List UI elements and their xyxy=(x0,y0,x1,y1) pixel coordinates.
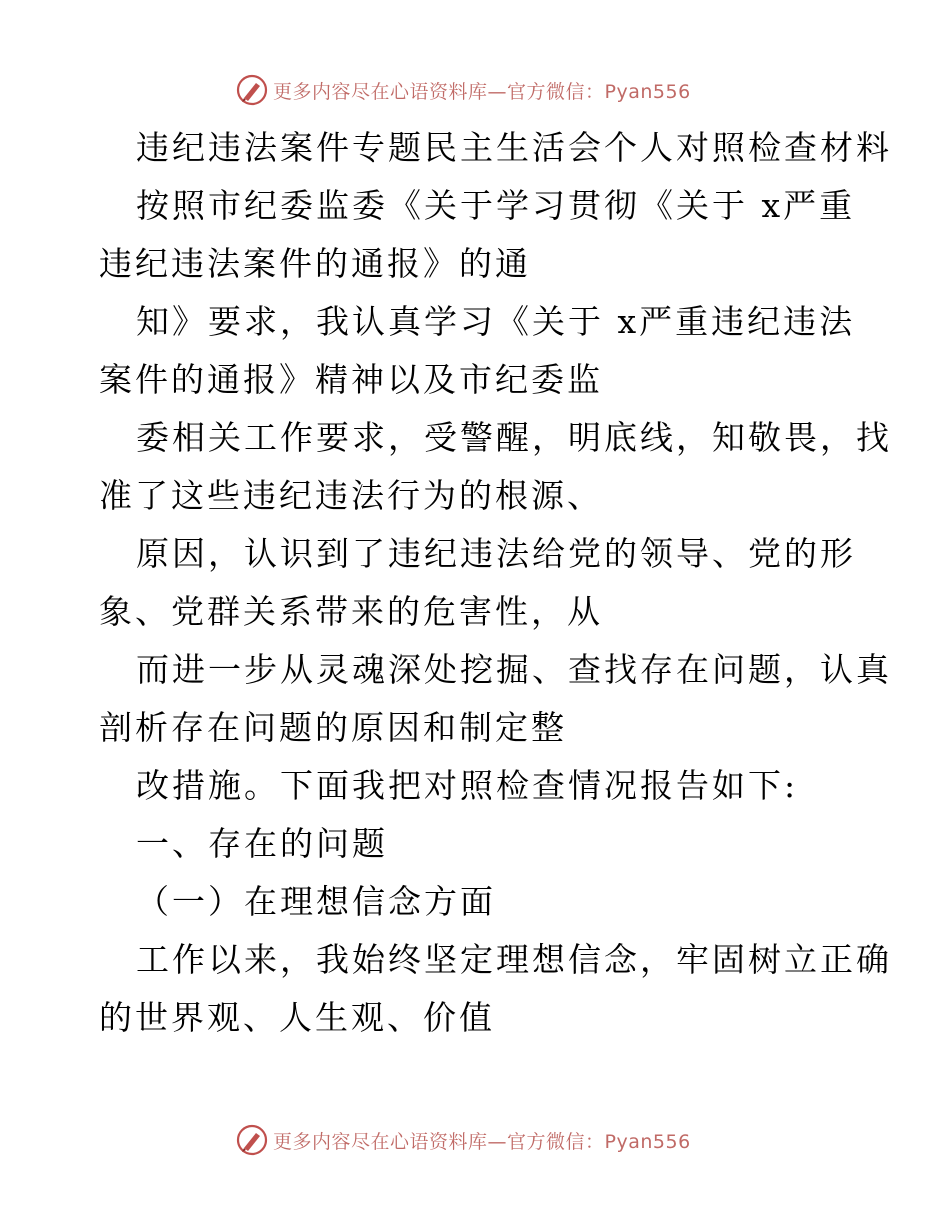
doc-title: 违纪违法案件专题民主生活会个人对照检查材料 xyxy=(136,128,892,167)
footer-banner xyxy=(235,1122,691,1158)
pen-logo-icon xyxy=(235,73,269,107)
doc-line: 而进一步从灵魂深处挖掘、查找存在问题，认真 xyxy=(136,650,892,689)
banner-wechat-id: Pyan556 xyxy=(604,80,691,103)
doc-line: 改措施。下面我把对照检查情况报告如下: xyxy=(136,766,799,805)
doc-line: 按照市纪委监委《关于学习贯彻《关于 x严重 xyxy=(136,186,856,225)
subsection-heading: （一）在理想信念方面 xyxy=(136,882,496,921)
doc-line: 剖析存在问题的原因和制定整 xyxy=(99,708,567,747)
doc-line: 工作以来，我始终坚定理想信念，牢固树立正确 xyxy=(136,940,892,979)
banner-text xyxy=(273,77,691,104)
header-banner xyxy=(235,72,691,108)
banner-title: 更多内容尽在心语资料库 xyxy=(273,1130,488,1153)
banner-title: 更多内容尽在心语资料库 xyxy=(273,80,488,103)
doc-line: 知》要求，我认真学习《关于 x严重违纪违法 xyxy=(136,302,856,341)
banner-wechat-id: Pyan556 xyxy=(604,1130,691,1153)
banner-dash: — xyxy=(487,1130,508,1153)
banner-wechat-label: 官方微信： xyxy=(507,80,605,103)
doc-line: 的世界观、人生观、价值 xyxy=(99,998,495,1037)
section-heading: 一、存在的问题 xyxy=(136,824,388,863)
banner-text xyxy=(273,1127,691,1154)
pen-logo-icon xyxy=(235,1123,269,1157)
doc-line: 原因，认识到了违纪违法给党的领导、党的形 xyxy=(136,534,856,573)
doc-line: 委相关工作要求，受警醒，明底线，知敬畏，找 xyxy=(136,418,892,457)
doc-line: 准了这些违纪违法行为的根源、 xyxy=(99,476,603,515)
doc-line: 违纪违法案件的通报》的通 xyxy=(99,244,531,283)
banner-wechat-label: 官方微信： xyxy=(507,1130,605,1153)
banner-dash: — xyxy=(487,80,508,103)
doc-line: 案件的通报》精神以及市纪委监 xyxy=(99,360,603,399)
doc-line: 象、党群关系带来的危害性，从 xyxy=(99,592,603,631)
